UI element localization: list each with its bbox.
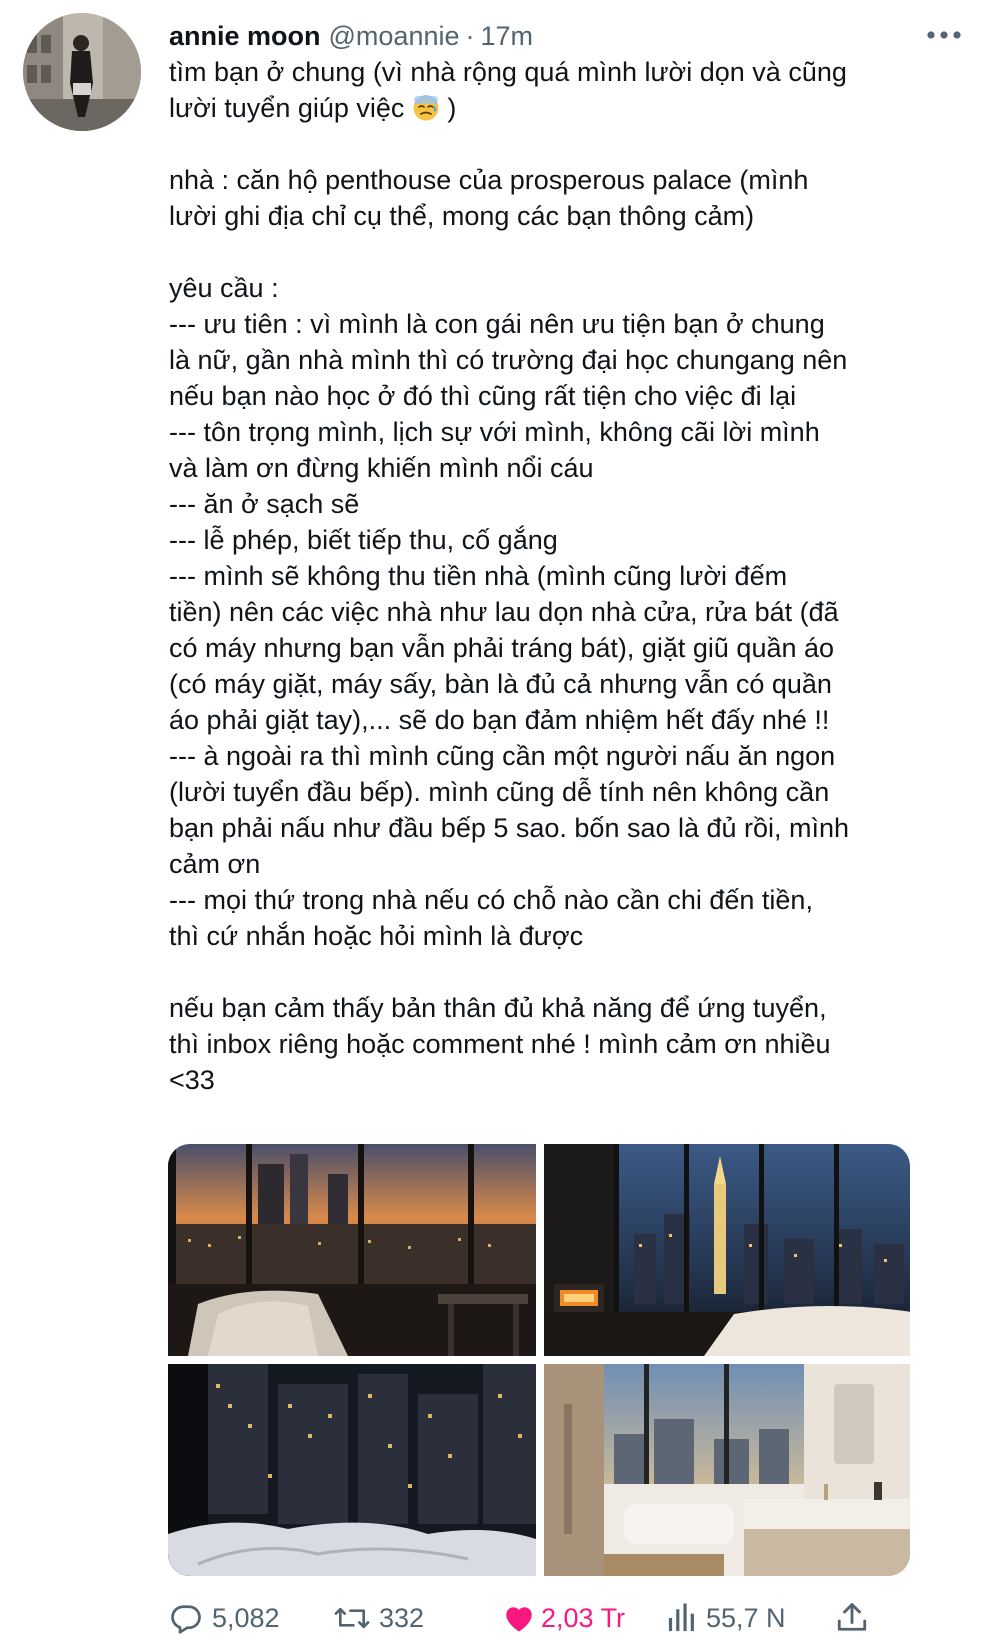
- photo-night-city-view[interactable]: [168, 1364, 536, 1576]
- share-button[interactable]: [834, 1596, 870, 1640]
- share-icon: [834, 1600, 870, 1636]
- tweet-line: --- mình sẽ không thu tiền nhà (mình cũng lười đếm: [169, 561, 788, 591]
- tweet-line-text: lười tuyển giúp việc: [169, 93, 405, 123]
- user-handle[interactable]: @moannie: [328, 20, 460, 51]
- tweet-text: [169, 54, 969, 1098]
- tweet-line: (lười tuyển đầu bếp). mình cũng dễ tính nên không cần: [169, 777, 830, 807]
- views-icon: [666, 1600, 698, 1636]
- sweat-emoji-icon: [412, 94, 440, 122]
- tweet-line: --- tôn trọng mình, lịch sự với mình, không cãi lời mình: [169, 417, 820, 447]
- tweet-line: --- lễ phép, biết tiếp thu, cố gắng: [169, 525, 558, 555]
- tweet-line-suffix: ): [439, 93, 457, 123]
- tweet-line: <33: [169, 1065, 215, 1095]
- tweet-line: áo phải giặt tay),... sẽ do bạn đảm nhiệm hết đấy nhé !!: [169, 705, 830, 735]
- tweet-header: [169, 18, 533, 54]
- tweet-line-blank: [169, 234, 969, 270]
- heart-icon: [501, 1600, 537, 1636]
- media-grid: [168, 1144, 910, 1576]
- tweet-line: [169, 90, 969, 126]
- tweet-line: yêu cầu :: [169, 273, 279, 303]
- tweet-line: bạn phải nấu như đầu bếp 5 sao. bốn sao là đủ rồi, mình: [169, 813, 850, 843]
- tweet-line: thì cứ nhắn hoặc hỏi mình là được: [169, 921, 584, 951]
- retweet-icon: [333, 1600, 371, 1636]
- more-icon: [922, 20, 966, 50]
- photo-bathroom[interactable]: [544, 1364, 910, 1576]
- views-button[interactable]: [666, 1596, 786, 1640]
- tweet-line: --- ăn ở sạch sẽ: [169, 489, 360, 519]
- like-button[interactable]: [501, 1596, 625, 1640]
- display-name[interactable]: annie moon: [169, 20, 321, 51]
- tweet-line: --- mọi thứ trong nhà nếu có chỗ nào cần chi đến tiền,: [169, 885, 813, 915]
- photo-sunset-living-room[interactable]: [168, 1144, 536, 1356]
- tweet-line-blank: [169, 126, 969, 162]
- more-button[interactable]: [922, 20, 966, 50]
- separator-dot: ·: [465, 20, 475, 51]
- tweet-line: thì inbox riêng hoặc comment nhé ! mình cảm ơn nhiều: [169, 1029, 831, 1059]
- reply-count: 5,082: [212, 1602, 280, 1633]
- like-count: 2,03 Tr: [541, 1602, 626, 1633]
- photo-bedroom-city-view[interactable]: [544, 1144, 910, 1356]
- avatar[interactable]: [23, 13, 141, 131]
- timestamp[interactable]: 17m: [480, 20, 534, 51]
- reply-icon: [168, 1600, 204, 1636]
- tweet-line: nhà : căn hộ penthouse của prosperous palace (mình: [169, 165, 809, 195]
- tweet-line: có máy nhưng bạn vẫn phải tráng bát), giặt giũ quần áo: [169, 633, 835, 663]
- views-count: 55,7 N: [706, 1602, 786, 1633]
- retweet-count: 332: [379, 1602, 425, 1633]
- tweet-line-blank: [169, 954, 969, 990]
- tweet-line: và làm ơn đừng khiến mình nổi cáu: [169, 453, 594, 483]
- tweet-line: cảm ơn: [169, 849, 261, 879]
- tweet-actions: [168, 1596, 958, 1640]
- tweet-line: --- à ngoài ra thì mình cũng cần một người nấu ăn ngon: [169, 741, 836, 771]
- tweet-line: là nữ, gần nhà mình thì có trường đại học chungang nên: [169, 345, 848, 375]
- tweet-line: nếu bạn nào học ở đó thì cũng rất tiện cho việc đi lại: [169, 381, 797, 411]
- tweet-line: --- ưu tiên : vì mình là con gái nên ưu tiện bạn ở chung: [169, 309, 825, 339]
- tweet-line: nếu bạn cảm thấy bản thân đủ khả năng để ứng tuyển,: [169, 993, 827, 1023]
- tweet-line: lười ghi địa chỉ cụ thể, mong các bạn thông cảm): [169, 201, 755, 231]
- tweet-line: tiền) nên các việc nhà như lau dọn nhà cửa, rửa bát (đã: [169, 597, 839, 627]
- retweet-button[interactable]: [333, 1596, 424, 1640]
- tweet-line: (có máy giặt, máy sấy, bàn là đủ cả nhưng vẫn có quần: [169, 669, 832, 699]
- tweet-line: tìm bạn ở chung (vì nhà rộng quá mình lười dọn và cũng: [169, 57, 847, 87]
- reply-button[interactable]: [168, 1596, 280, 1640]
